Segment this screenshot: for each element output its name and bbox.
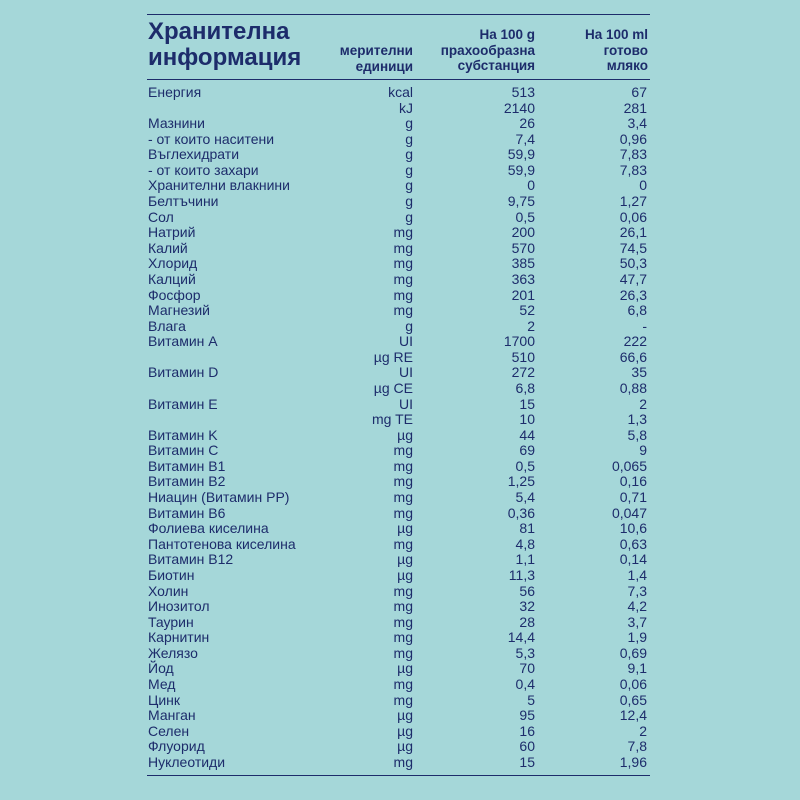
- nutrient-name: Биотин: [148, 566, 195, 583]
- nutrient-unit: g: [405, 146, 413, 163]
- table-row: [0, 739, 800, 755]
- value-per-100ml: 0,16: [619, 473, 647, 490]
- nutrient-unit: mg: [393, 489, 413, 506]
- table-row: [0, 537, 800, 553]
- nutrient-unit: mg: [393, 457, 413, 474]
- nutrient-name: - от които захари: [148, 161, 259, 178]
- nutrient-name: - от които наситени: [148, 130, 275, 147]
- value-per-100ml: 4,2: [627, 598, 647, 615]
- table-row: [0, 116, 800, 132]
- table-row: [0, 85, 800, 101]
- table-row: [0, 552, 800, 568]
- nutrient-name: Магнезий: [148, 302, 210, 319]
- nutrient-name: Натрий: [148, 224, 196, 241]
- value-per-100g: 15: [519, 753, 535, 770]
- value-per-100g: 60: [519, 738, 535, 755]
- value-per-100ml: 0,65: [619, 691, 647, 708]
- nutrient-name: Въглехидрати: [148, 146, 240, 163]
- table-row: [0, 568, 800, 584]
- value-per-100ml: 26,3: [619, 286, 647, 303]
- nutrient-unit: g: [405, 115, 413, 132]
- nutrient-unit: UI: [399, 364, 413, 381]
- nutrient-name: Калий: [148, 239, 188, 256]
- table-row: [0, 599, 800, 615]
- value-per-100ml: 35: [631, 364, 647, 381]
- nutrient-unit: mg TE: [372, 411, 413, 428]
- nutrient-name: Холин: [148, 582, 189, 599]
- table-row: [0, 490, 800, 506]
- table-row: [0, 615, 800, 631]
- nutrient-unit: mg: [393, 286, 413, 303]
- value-per-100g: 1700: [503, 333, 535, 350]
- value-per-100g: 5,4: [515, 489, 535, 506]
- nutrient-unit: mg: [393, 270, 413, 287]
- table-row: [0, 163, 800, 179]
- top-divider: [147, 14, 650, 15]
- value-per-100g: 363: [511, 270, 535, 287]
- nutrient-unit: kcal: [388, 84, 413, 100]
- value-per-100ml: 0,065: [611, 457, 647, 474]
- nutrient-unit: g: [405, 177, 413, 194]
- value-per-100ml: 1,4: [627, 566, 647, 583]
- table-row: [0, 630, 800, 646]
- value-per-100ml: 67: [631, 84, 647, 100]
- nutrient-unit: µg: [397, 707, 413, 724]
- nutrient-name: Фосфор: [148, 286, 201, 303]
- table-row: [0, 443, 800, 459]
- header-divider: [147, 79, 650, 80]
- nutrient-unit: µg: [397, 426, 413, 443]
- nutrient-unit: g: [405, 130, 413, 147]
- column-header-per-100g-line-1: На 100 g: [479, 27, 535, 42]
- title-line-2: информация: [148, 44, 302, 71]
- value-per-100g: 10: [519, 411, 535, 428]
- nutrient-unit: mg: [393, 691, 413, 708]
- column-header-units-line-1: мерителни: [339, 43, 413, 58]
- nutrient-name: Цинк: [148, 691, 181, 708]
- nutrition-table-body: [0, 85, 800, 770]
- table-row: [0, 584, 800, 600]
- table-row: [0, 241, 800, 257]
- nutrient-name: Фолиева киселина: [148, 520, 269, 537]
- nutrient-unit: mg: [393, 239, 413, 256]
- value-per-100g: 32: [519, 598, 535, 615]
- value-per-100g: 95: [519, 707, 535, 724]
- value-per-100g: 200: [511, 224, 535, 241]
- nutrient-unit: g: [405, 193, 413, 210]
- table-row: [0, 350, 800, 366]
- value-per-100g: 11,3: [508, 566, 535, 583]
- nutrient-unit: mg: [393, 473, 413, 490]
- nutrient-unit: µg: [397, 738, 413, 755]
- nutrient-name: Ниацин (Витамин PP): [148, 489, 290, 506]
- value-per-100g: 52: [519, 302, 535, 319]
- value-per-100ml: 1,9: [627, 629, 647, 646]
- nutrient-name: Влага: [148, 317, 186, 334]
- value-per-100g: 69: [519, 442, 535, 459]
- table-row: [0, 210, 800, 226]
- column-header-per-100g: [441, 27, 535, 74]
- value-per-100g: 28: [519, 613, 535, 630]
- nutrient-name: Таурин: [148, 613, 194, 630]
- value-per-100g: 59,9: [507, 146, 535, 163]
- value-per-100ml: 0,047: [611, 504, 647, 521]
- title-line-1: Хранителна: [148, 18, 290, 45]
- value-per-100ml: 6,8: [627, 302, 647, 319]
- table-row: [0, 194, 800, 210]
- value-per-100ml: 281: [623, 99, 647, 116]
- nutrient-unit: mg: [393, 224, 413, 241]
- nutrient-unit: mg: [393, 613, 413, 630]
- value-per-100g: 4,8: [515, 535, 535, 552]
- table-row: [0, 178, 800, 194]
- value-per-100ml: 0,96: [619, 130, 647, 147]
- nutrient-unit: µg CE: [373, 379, 413, 396]
- table-row: [0, 303, 800, 319]
- value-per-100g: 59,9: [507, 161, 535, 178]
- column-header-per-100g-line-2: прахообразна: [440, 42, 535, 58]
- table-row: [0, 646, 800, 662]
- value-per-100g: 1,1: [515, 551, 535, 568]
- value-per-100ml: -: [642, 317, 647, 334]
- nutrient-name: Йод: [148, 660, 174, 677]
- nutrient-name: Витамин D: [148, 364, 219, 381]
- nutrient-name: Сол: [148, 208, 174, 225]
- value-per-100g: 26: [519, 115, 535, 132]
- value-per-100g: 15: [519, 395, 535, 412]
- nutrient-unit: g: [405, 317, 413, 334]
- table-row: [0, 661, 800, 677]
- table-row: [0, 132, 800, 148]
- nutrient-unit: µg: [397, 722, 413, 739]
- table-row: [0, 256, 800, 272]
- nutrient-name: Витамин B12: [148, 551, 234, 568]
- value-per-100g: 385: [511, 255, 535, 272]
- nutrient-unit: mg: [393, 504, 413, 521]
- value-per-100ml: 50,3: [619, 255, 647, 272]
- nutrient-name: Пантотенова киселина: [148, 535, 296, 552]
- value-per-100ml: 74,5: [619, 239, 647, 256]
- value-per-100g: 70: [519, 660, 535, 677]
- value-per-100g: 2140: [503, 99, 535, 116]
- nutrient-name: Енергия: [148, 84, 202, 100]
- value-per-100ml: 10,6: [619, 520, 647, 537]
- nutrient-unit: mg: [393, 582, 413, 599]
- value-per-100g: 2: [527, 317, 535, 334]
- table-row: [0, 521, 800, 537]
- nutrient-name: Хранителни влакнини: [148, 177, 290, 194]
- value-per-100ml: 66,6: [619, 348, 647, 365]
- value-per-100ml: 3,7: [627, 613, 647, 630]
- value-per-100g: 570: [511, 239, 535, 256]
- table-row: [0, 677, 800, 693]
- nutrient-name: Мазнини: [148, 115, 205, 132]
- table-row: [0, 147, 800, 163]
- value-per-100ml: 7,3: [627, 582, 647, 599]
- value-per-100ml: 9: [639, 442, 647, 459]
- table-row: [0, 319, 800, 335]
- value-per-100ml: 1,27: [619, 193, 647, 210]
- value-per-100ml: 222: [623, 333, 647, 350]
- value-per-100g: 0,5: [515, 208, 535, 225]
- column-header-per-100ml: [585, 27, 648, 74]
- value-per-100ml: 0,14: [619, 551, 647, 568]
- nutrient-unit: mg: [393, 629, 413, 646]
- nutrient-name: Флуорид: [148, 738, 205, 755]
- value-per-100g: 510: [511, 348, 535, 365]
- bottom-divider: [147, 775, 650, 776]
- column-header-units: [340, 43, 413, 74]
- value-per-100g: 9,75: [507, 193, 535, 210]
- nutrient-unit: g: [405, 161, 413, 178]
- nutrient-name: Витамин B2: [148, 473, 226, 490]
- value-per-100g: 5: [527, 691, 535, 708]
- value-per-100g: 272: [511, 364, 535, 381]
- table-row: [0, 428, 800, 444]
- nutrient-name: Карнитин: [148, 629, 210, 646]
- page-title: [148, 19, 301, 71]
- table-row: [0, 708, 800, 724]
- table-row: [0, 272, 800, 288]
- nutrient-name: Селен: [148, 722, 190, 739]
- nutrient-unit: mg: [393, 675, 413, 692]
- value-per-100ml: 9,1: [627, 660, 647, 677]
- value-per-100ml: 1,96: [619, 753, 647, 770]
- table-row: [0, 397, 800, 413]
- table-row: [0, 459, 800, 475]
- nutrient-unit: µg: [397, 551, 413, 568]
- nutrient-unit: kJ: [399, 99, 413, 116]
- nutrient-unit: µg: [397, 520, 413, 537]
- nutrient-unit: µg RE: [373, 348, 413, 365]
- table-row: [0, 101, 800, 117]
- nutrient-unit: mg: [393, 535, 413, 552]
- value-per-100ml: 3,4: [627, 115, 647, 132]
- nutrient-name: Витамин K: [148, 426, 218, 443]
- nutrient-unit: mg: [393, 644, 413, 661]
- nutrient-name: Мед: [148, 675, 176, 692]
- nutrient-unit: mg: [393, 255, 413, 272]
- table-row: [0, 693, 800, 709]
- table-row: [0, 365, 800, 381]
- table-row: [0, 412, 800, 428]
- nutrient-name: Витамин B6: [148, 504, 226, 521]
- value-per-100ml: 7,83: [619, 161, 647, 178]
- table-row: [0, 724, 800, 740]
- table-row: [0, 474, 800, 490]
- column-header-per-100ml-line-2: готово: [603, 42, 648, 58]
- value-per-100ml: 0,63: [619, 535, 647, 552]
- table-row: [0, 506, 800, 522]
- nutrient-name: Калций: [148, 270, 196, 287]
- nutrient-name: Витамин E: [148, 395, 218, 412]
- nutrient-name: Инозитол: [148, 598, 210, 615]
- nutrient-unit: mg: [393, 753, 413, 770]
- value-per-100ml: 5,8: [627, 426, 647, 443]
- value-per-100ml: 0,88: [619, 379, 647, 396]
- nutrient-name: Желязо: [148, 644, 198, 661]
- value-per-100g: 81: [519, 520, 535, 537]
- table-row: [0, 334, 800, 350]
- value-per-100g: 14,4: [507, 629, 535, 646]
- value-per-100g: 0,4: [515, 675, 535, 692]
- value-per-100g: 0,5: [515, 457, 535, 474]
- column-header-per-100g-line-3: субстанция: [457, 58, 535, 73]
- nutrient-unit: g: [405, 208, 413, 225]
- nutrient-unit: UI: [399, 395, 413, 412]
- value-per-100g: 7,4: [515, 130, 535, 147]
- value-per-100g: 201: [511, 286, 535, 303]
- value-per-100g: 44: [519, 426, 535, 443]
- column-header-units-line-2: единици: [355, 58, 413, 74]
- value-per-100ml: 0,71: [619, 489, 647, 506]
- value-per-100g: 513: [511, 84, 535, 100]
- value-per-100g: 1,25: [507, 473, 535, 490]
- table-row: [0, 225, 800, 241]
- value-per-100g: 0: [527, 177, 535, 194]
- nutrient-name: Белтъчини: [148, 193, 219, 210]
- value-per-100ml: 47,7: [619, 270, 647, 287]
- table-row: [0, 381, 800, 397]
- nutrient-name: Витамин C: [148, 442, 219, 459]
- value-per-100g: 5,3: [515, 644, 535, 661]
- value-per-100g: 0,36: [507, 504, 535, 521]
- column-header-per-100ml-line-1: На 100 ml: [584, 27, 648, 42]
- column-header-per-100ml-line-3: мляко: [606, 58, 648, 73]
- value-per-100ml: 0,06: [619, 208, 647, 225]
- nutrient-name: Витамин B1: [148, 457, 226, 474]
- nutrient-name: Витамин А: [148, 333, 218, 350]
- nutrient-unit: mg: [393, 598, 413, 615]
- table-row: [0, 755, 800, 771]
- value-per-100ml: 0,06: [619, 675, 647, 692]
- nutrient-unit: UI: [399, 333, 413, 350]
- nutrient-unit: µg: [397, 660, 413, 677]
- value-per-100ml: 1,3: [627, 411, 647, 428]
- value-per-100ml: 26,1: [619, 224, 647, 241]
- value-per-100g: 56: [519, 582, 535, 599]
- value-per-100ml: 12,4: [619, 707, 647, 724]
- nutrient-name: Манган: [148, 707, 196, 724]
- value-per-100ml: 0: [639, 177, 647, 194]
- value-per-100ml: 2: [639, 722, 647, 739]
- value-per-100ml: 0,69: [619, 644, 647, 661]
- nutrient-unit: mg: [393, 302, 413, 319]
- nutrient-name: Хлорид: [148, 255, 198, 272]
- nutrient-unit: µg: [397, 566, 413, 583]
- nutrient-unit: mg: [393, 442, 413, 459]
- value-per-100ml: 7,83: [619, 146, 647, 163]
- value-per-100ml: 7,8: [627, 738, 647, 755]
- value-per-100g: 6,8: [515, 379, 535, 396]
- value-per-100g: 16: [519, 722, 535, 739]
- table-row: [0, 288, 800, 304]
- nutrient-name: Нуклеотиди: [148, 753, 226, 770]
- value-per-100ml: 2: [639, 395, 647, 412]
